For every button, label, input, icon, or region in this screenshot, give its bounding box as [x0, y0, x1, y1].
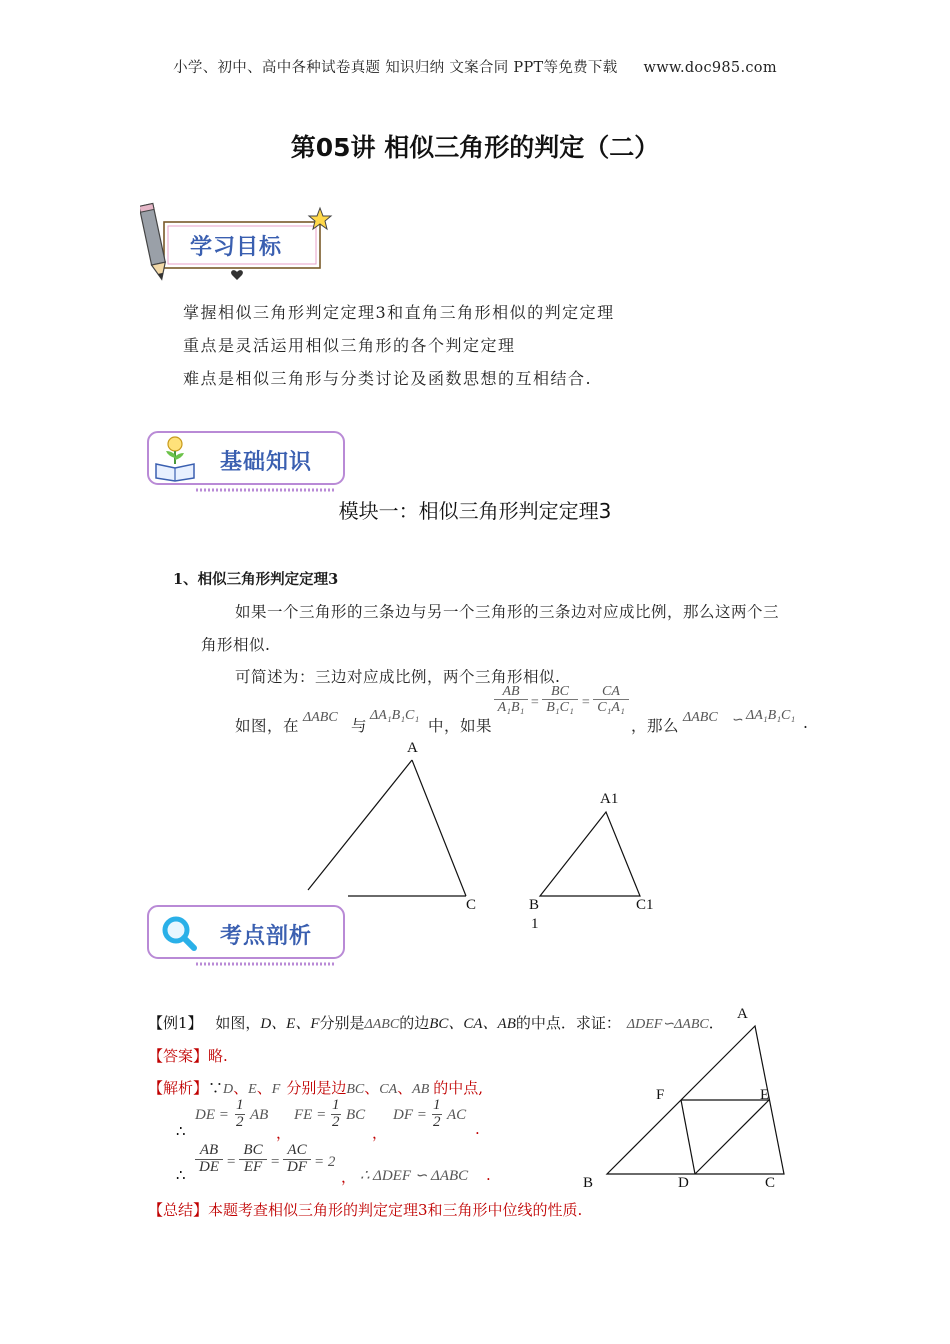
- side-ca: CA: [379, 1082, 398, 1097]
- equals-sign: =: [226, 1154, 237, 1170]
- goal-item: 掌握相似三角形判定定理3和直角三角形相似的判定定理: [183, 303, 615, 322]
- var-f: F: [271, 1082, 281, 1097]
- label-b: B: [583, 1175, 594, 1191]
- denominator: 2: [433, 1113, 441, 1130]
- equals-sign: =: [530, 695, 540, 710]
- eq-de-rhs: AB: [250, 1107, 269, 1123]
- basics-banner-label: 基础知识: [220, 450, 313, 475]
- var-d: D: [223, 1082, 234, 1097]
- denominator: DF: [287, 1158, 307, 1175]
- lightbulb-book-icon: [154, 434, 196, 482]
- therefore-symbol: ∴: [176, 1122, 186, 1140]
- formula-if: 中，如果: [428, 717, 493, 735]
- analysis-banner-label: 考点剖析: [220, 924, 313, 949]
- label-c: C: [765, 1175, 776, 1191]
- eq-df-rhs: AC: [447, 1107, 467, 1123]
- figure-similar-triangles: [300, 750, 670, 900]
- triangle-abc: ΔABC: [303, 710, 338, 725]
- analysis-line: [148, 1077, 483, 1098]
- example-text: 如图，: [215, 1014, 261, 1032]
- theorem-line2: 角形相似.: [201, 636, 271, 654]
- ratio-numerator: CA: [593, 684, 629, 700]
- theorem-summary: 可简述为：三边对应成比例，两个三角形相似.: [235, 668, 561, 686]
- equals-sign: =: [270, 1154, 281, 1170]
- numerator: 1: [433, 1097, 441, 1113]
- separator: 、: [364, 1079, 380, 1097]
- period: .: [486, 1166, 491, 1184]
- segment-de: [695, 1100, 769, 1174]
- label-c: C: [466, 897, 477, 913]
- ratio-numerator: AB: [494, 684, 528, 700]
- label-b1-top: B: [529, 897, 540, 913]
- midpoints-text: 的中点,: [433, 1079, 484, 1097]
- page-header: [0, 56, 950, 77]
- period: .: [475, 1120, 480, 1138]
- answer-text: 略.: [208, 1047, 228, 1065]
- example-period: ．: [708, 1014, 724, 1032]
- eq-de-label: DE =: [195, 1107, 229, 1123]
- similar-symbol: ∽: [731, 713, 743, 728]
- search-icon: [160, 914, 200, 954]
- half-fraction: [331, 1098, 341, 1131]
- goal-item: 重点是灵活运用相似三角形的各个判定定理: [183, 336, 516, 355]
- comma: ，: [372, 1124, 388, 1142]
- label-e: E: [760, 1087, 770, 1103]
- ratio-ca: [593, 684, 629, 716]
- separator: 、: [233, 1079, 249, 1097]
- because-symbol: ∵: [208, 1079, 224, 1097]
- example-vars: D、E、F: [260, 1016, 320, 1032]
- summary-tag: 【总结】: [148, 1201, 209, 1219]
- triangle-a1b1c1: ΔA₁B₁C₁: [746, 708, 796, 723]
- separator: 、: [256, 1079, 272, 1097]
- analysis-banner: [146, 904, 346, 970]
- ratio-bc: [542, 684, 578, 716]
- header-text: 小学、初中、高中各种试卷真题 知识归纳 文案合同 PPT等免费下载: [173, 60, 618, 76]
- page-title: 第05讲 相似三角形的判定（二）: [290, 133, 660, 162]
- comma: ，: [276, 1124, 292, 1142]
- denominator: 2: [332, 1113, 340, 1130]
- label-f: F: [656, 1087, 665, 1103]
- numerator: BC: [239, 1143, 267, 1160]
- label-c1: C1: [636, 897, 654, 913]
- are-midpoints-text: 分别是边: [286, 1079, 347, 1097]
- label-a: A: [407, 740, 418, 756]
- numerator: 1: [332, 1097, 340, 1113]
- separator: 、: [397, 1079, 413, 1097]
- label-b1-bottom: 1: [531, 916, 539, 932]
- eq-fe-label: FE =: [294, 1107, 327, 1123]
- claim-abc: ΔABC: [674, 1017, 709, 1032]
- ratio-denominator: C₁A₁: [597, 700, 625, 716]
- formula-then: ，那么: [631, 717, 680, 735]
- label-d: D: [678, 1175, 689, 1191]
- formula-intro: 如图，在: [235, 717, 300, 735]
- theorem-line1: 如果一个三角形的三条边与另一个三角形的三条边对应成比例，那么这两个三: [235, 603, 780, 621]
- therefore-symbol: ∴: [176, 1166, 186, 1184]
- comma: ，: [341, 1168, 357, 1186]
- similar-symbol: ∽: [662, 1017, 675, 1032]
- summary-text: 本题考查相似三角形的判定定理3和三角形中位线的性质.: [208, 1201, 583, 1219]
- formula-period: .: [803, 714, 809, 732]
- section-heading: 1、相似三角形判定定理3: [173, 571, 339, 588]
- header-url[interactable]: www.doc985.com: [643, 60, 777, 76]
- summary-line: [148, 1199, 582, 1220]
- side-bc: BC: [346, 1082, 365, 1097]
- answer-line: [148, 1045, 228, 1066]
- answer-tag: 【答案】: [148, 1047, 209, 1065]
- label-a: A: [737, 1006, 748, 1022]
- eq-df-label: DF =: [393, 1107, 427, 1123]
- ratio-ac-df: [283, 1143, 311, 1176]
- example-text: 的中点．求证：: [515, 1014, 621, 1032]
- equals-two: = 2: [314, 1154, 336, 1170]
- denominator: EF: [243, 1158, 263, 1175]
- segment-fd: [681, 1100, 695, 1174]
- analysis-tag: 【解析】: [148, 1079, 209, 1097]
- ratio-ab-de: [195, 1143, 223, 1176]
- formula-and: 与: [351, 717, 368, 735]
- half-fraction: [432, 1098, 442, 1131]
- ratio-bc-ef: [239, 1143, 267, 1176]
- side-ab: AB: [412, 1082, 430, 1097]
- numerator: AB: [195, 1143, 223, 1160]
- triangle-a1b1c1: ΔA₁B₁C₁: [370, 708, 420, 723]
- equals-sign: =: [581, 695, 591, 710]
- var-e: E: [248, 1082, 257, 1097]
- ratio-numerator: BC: [542, 684, 578, 700]
- ratio-denominator: A₁B₁: [497, 700, 525, 716]
- figure-midpoint-triangle: [600, 1020, 800, 1180]
- goals-banner-label: 学习目标: [190, 235, 283, 260]
- half-fraction: [235, 1098, 245, 1131]
- example-text: 分别是: [319, 1014, 365, 1032]
- example-tag: 【例1】: [148, 1014, 203, 1032]
- conclusion: ∴ ΔDEF ∽ ΔABC: [360, 1168, 469, 1184]
- goal-item: 难点是相似三角形与分类讨论及函数思想的互相结合.: [183, 369, 593, 388]
- triangle-abc: ΔABC: [364, 1017, 400, 1032]
- numerator: 1: [236, 1097, 244, 1113]
- module-title: 模块一：相似三角形判定定理3: [338, 499, 612, 523]
- example-sides: BC、CA、AB: [429, 1016, 516, 1032]
- denominator: DE: [199, 1158, 219, 1175]
- basics-banner: [146, 430, 346, 496]
- example-text: 的边: [399, 1014, 430, 1032]
- ratio-ab: [494, 684, 528, 716]
- numerator: AC: [283, 1143, 311, 1160]
- triangle-abc-side-ab: [308, 760, 412, 890]
- denominator: 2: [236, 1113, 244, 1130]
- goals-banner: [140, 198, 340, 284]
- ratio-denominator: B₁C₁: [546, 700, 574, 716]
- triangle-a1b1c1-shape: [540, 812, 640, 896]
- triangle-abc-side-ac: [412, 760, 466, 896]
- label-a1: A1: [600, 791, 619, 807]
- claim-def: ΔDEF: [626, 1017, 663, 1032]
- eq-fe-rhs: BC: [346, 1107, 366, 1123]
- triangle-abc: ΔABC: [683, 710, 718, 725]
